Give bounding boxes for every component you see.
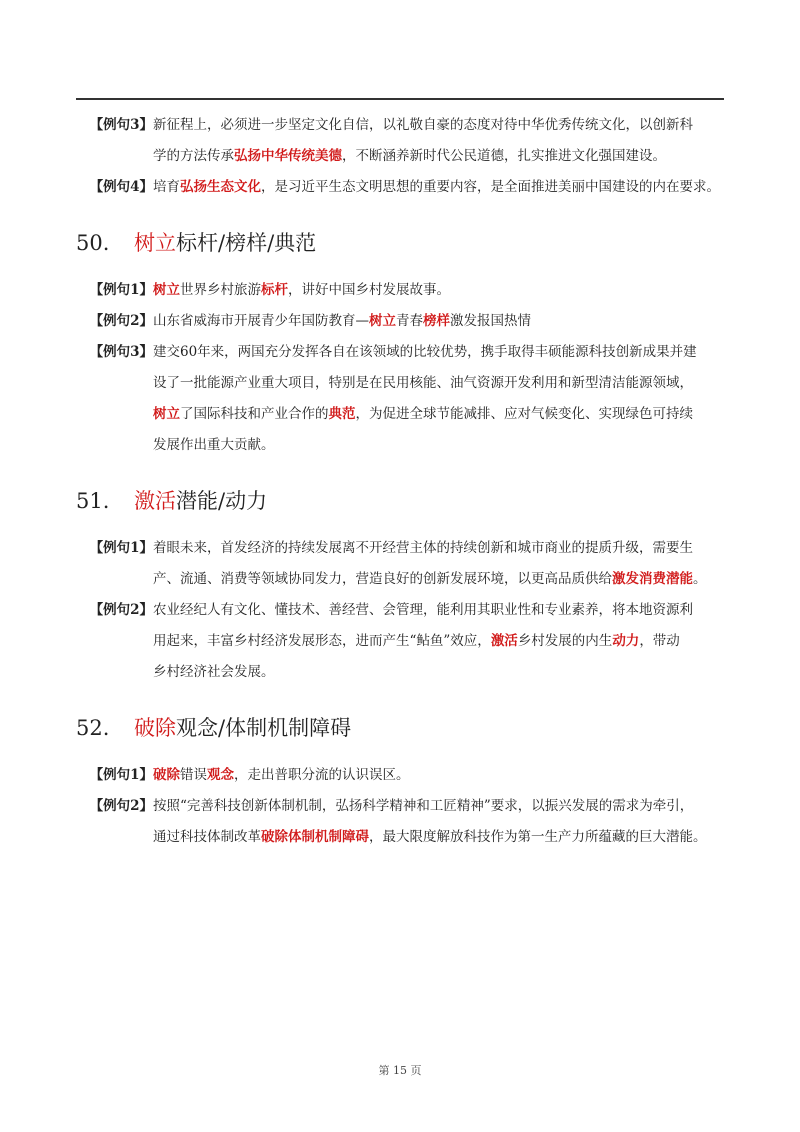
example-text: 破除错误观念，走出普职分流的认识误区。	[153, 767, 410, 783]
example-text: 按照“完善科技创新体制机制，弘扬科学精神和工匠精神”要求，以振兴发展的需求为牵引， 通过科技体制改革破除体制机制障碍，最大限度解放科技作为第一生产力所蕴藏的巨大潜能。	[153, 798, 707, 845]
example-sentence	[76, 306, 726, 337]
example-label: 【例句1】	[89, 282, 153, 298]
example-sentence	[76, 595, 726, 688]
example-sentence	[76, 760, 726, 791]
example-sentence	[76, 791, 726, 853]
example-text: 新征程上，必须进一步坚定文化自信，以礼敬自豪的态度对待中华优秀传统文化，以创新科 学的方法传承弘扬中华传统美德，不断涵养新时代公民道德，扎实推进文化强国建设。	[153, 117, 693, 164]
example-text: 着眼未来，首发经济的持续发展离不开经营主体的持续创新和城市商业的提质升级，需要生 产、流通、消费等领域协同发力，营造良好的创新发展环境，以更高品质供给激发消费潜能。	[153, 540, 707, 587]
example-label: 【例句4】	[89, 179, 153, 195]
example-text: 树立世界乡村旅游标杆，讲好中国乡村发展故事。	[153, 282, 450, 298]
example-label: 【例句3】	[89, 117, 153, 133]
example-label: 【例句1】	[89, 540, 153, 556]
page-content	[76, 110, 726, 853]
example-text: 建交60年来，两国充分发挥各自在该领域的比较优势，携手取得丰硕能源科技创新成果并建 设了一批能源产业重大项目，特别是在民用核能、油气资源开发利用和新型清洁能源领域， 树立了国际科技和产业合作的典范，为促进全球节能减排、应对气候变化、实现绿色可持续 发展作出重大贡献。	[153, 344, 697, 453]
example-label: 【例句2】	[89, 602, 153, 618]
section-heading-50	[76, 223, 726, 263]
example-label: 【例句2】	[89, 798, 153, 814]
section-heading-51	[76, 481, 726, 521]
example-label: 【例句2】	[89, 313, 153, 329]
heading-rest: 观念/体制机制障碍	[176, 716, 352, 740]
example-sentence	[76, 337, 726, 461]
heading-keyword: 树立	[134, 231, 176, 255]
heading-keyword: 破除	[134, 716, 176, 740]
section-number: 50.	[76, 231, 110, 255]
highlight: 弘扬生态文化	[180, 179, 261, 195]
section-number: 52.	[76, 716, 110, 740]
example-text: 培育弘扬生态文化，是习近平生态文明思想的重要内容，是全面推进美丽中国建设的内在要求。	[153, 179, 720, 195]
heading-keyword: 激活	[134, 489, 176, 513]
example-sentence	[76, 533, 726, 595]
example-sentence	[76, 110, 726, 172]
example-label: 【例句3】	[89, 344, 153, 360]
highlight: 弘扬中华传统美德	[234, 148, 342, 164]
example-text: 山东省威海市开展青少年国防教育—树立青春榜样激发报国热情	[153, 313, 531, 329]
example-sentence	[76, 275, 726, 306]
page-number: 第 15 页	[378, 1064, 422, 1077]
header-rule	[76, 98, 724, 100]
example-label: 【例句1】	[89, 767, 153, 783]
heading-rest: 潜能/动力	[176, 489, 268, 513]
heading-rest: 标杆/榜样/典范	[176, 231, 317, 255]
example-text: 农业经纪人有文化、懂技术、善经营、会管理，能利用其职业性和专业素养，将本地资源利 用起来，丰富乡村经济发展形态，进而产生“鲇鱼”效应，激活乡村发展的内生动力，带动 乡村经济社会发展。	[153, 602, 693, 680]
section-number: 51.	[76, 489, 110, 513]
example-sentence	[76, 172, 726, 203]
section-heading-52	[76, 708, 726, 748]
